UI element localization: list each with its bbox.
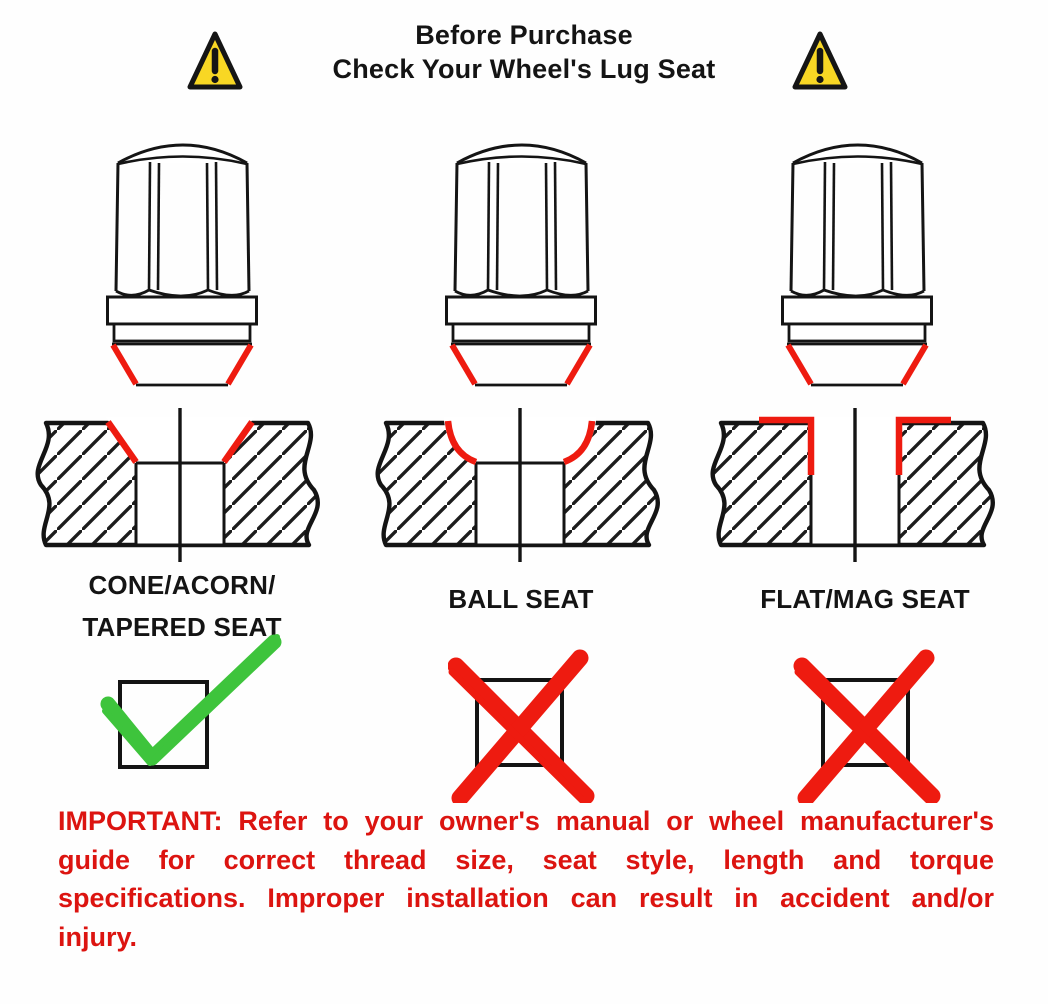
seat-label-cone-line-2: TAPERED SEAT	[82, 612, 282, 642]
seat-label-flat: FLAT/MAG SEAT	[760, 584, 970, 614]
warning-triangle-icon-left	[187, 29, 243, 95]
important-notice-line-3: specifications. Improper installation can result in accident and/or	[58, 883, 994, 913]
green-checkmark-icon	[92, 630, 288, 776]
lug-nut-icon-flat	[781, 143, 933, 389]
important-notice	[58, 802, 994, 956]
page-title	[244, 18, 804, 86]
important-notice-line-4: injury.	[58, 921, 138, 952]
lug-nut-icon-ball	[445, 143, 597, 389]
important-notice-line-1: IMPORTANT: Refer to your owner's manual or wheel manufacturer's	[58, 806, 994, 836]
lug-nut-icon-cone	[106, 143, 258, 389]
red-x-icon-ball	[448, 648, 598, 803]
seat-label-ball: BALL SEAT	[448, 584, 594, 614]
important-notice-line-2: guide for correct thread size, seat style, length and torque	[58, 844, 994, 875]
seat-label-cone-line-1: CONE/ACORN/	[88, 570, 276, 600]
warning-triangle-icon-right	[792, 29, 848, 95]
wheel-cross-section-cone	[32, 405, 322, 565]
page-title-line-2: Check Your Wheel's Lug Seat	[332, 54, 716, 84]
wheel-cross-section-ball	[372, 405, 662, 565]
red-x-icon-flat	[793, 648, 943, 803]
wheel-cross-section-flat	[707, 405, 997, 565]
page-title-line-1: Before Purchase	[415, 20, 633, 50]
